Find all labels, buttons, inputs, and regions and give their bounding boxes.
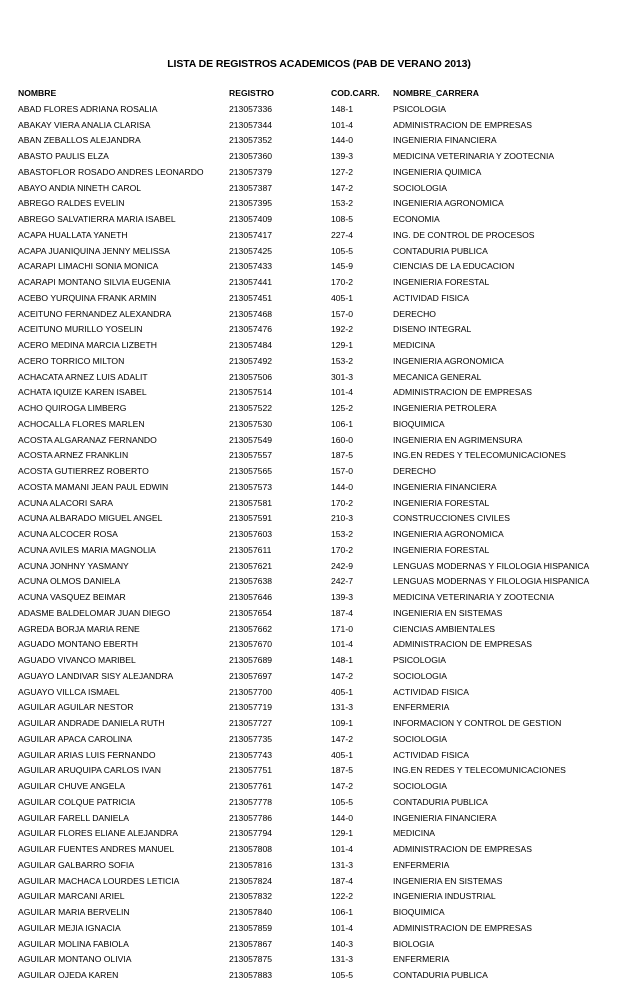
table-row	[18, 559, 598, 575]
cell-cod-carr: 405-1	[331, 686, 353, 697]
cell-nombre: AGUILAR OJEDA KAREN	[18, 970, 119, 980]
cell-registro: 213057360	[229, 151, 273, 161]
cell-nombre-carrera: SOCIOLOGIA	[393, 781, 447, 791]
cell-nombre-carrera: INGENIERIA AGRONOMICA	[393, 198, 504, 209]
cell-nombre-carrera: INGENIERIA FINANCIERA	[393, 135, 497, 146]
table-row	[18, 448, 598, 464]
cell-registro: 213057573	[229, 481, 273, 492]
table-row	[18, 354, 598, 370]
cell-registro: 213057816	[229, 859, 273, 870]
cell-registro: 213057352	[229, 135, 273, 146]
cell-cod-carr: 145-9	[331, 261, 353, 272]
cell-nombre: ACARAPI MONTANO SILVIA EUGENIA	[18, 277, 171, 287]
cell-cod-carr: 153-2	[331, 198, 353, 209]
column-header-cod-carr: COD.CARR.	[331, 88, 380, 98]
cell-nombre: ACUNA AVILES MARIA MAGNOLIA	[18, 544, 156, 555]
table-row	[18, 937, 598, 953]
cell-registro: 213057549	[229, 434, 273, 445]
cell-nombre-carrera: SOCIOLOGIA	[393, 670, 447, 681]
cell-nombre-carrera: ING. DE CONTROL DE PROCESOS	[393, 229, 535, 240]
table-row	[18, 433, 598, 449]
cell-nombre: AGUILAR FLORES ELIANE ALEJANDRA	[18, 828, 178, 839]
table-row	[18, 669, 598, 685]
records-table	[18, 86, 598, 984]
table-row	[18, 149, 598, 165]
cell-registro: 213057514	[229, 387, 273, 398]
cell-nombre-carrera: ING.EN REDES Y TELECOMUNICACIONES	[393, 765, 566, 776]
table-row	[18, 480, 598, 496]
cell-registro: 213057379	[229, 166, 273, 177]
cell-nombre-carrera: INGENIERIA AGRONOMICA	[393, 355, 504, 366]
table-row	[18, 732, 598, 748]
cell-nombre-carrera: MEDICINA	[393, 340, 436, 350]
cell-cod-carr: 105-5	[331, 970, 353, 980]
cell-cod-carr: 148-1	[331, 103, 353, 114]
table-row	[18, 102, 598, 118]
table-row	[18, 496, 598, 512]
cell-nombre-carrera: INGENIERIA AGRONOMICA	[393, 529, 504, 539]
table-row	[18, 858, 598, 874]
cell-cod-carr: 170-2	[331, 544, 353, 555]
table-row	[18, 905, 598, 921]
cell-nombre: ACOSTA ARNEZ FRANKLIN	[18, 450, 129, 461]
cell-registro: 213057840	[229, 907, 273, 917]
table-row	[18, 543, 598, 559]
cell-cod-carr: 105-5	[331, 796, 353, 807]
cell-nombre: ACUNA VASQUEZ BEIMAR	[18, 592, 126, 602]
table-row	[18, 874, 598, 890]
cell-nombre: AGUILAR COLQUE PATRICIA	[18, 796, 136, 807]
cell-nombre: ACUNA ALCOCER ROSA	[18, 529, 118, 539]
table-row	[18, 181, 598, 197]
table-row	[18, 921, 598, 937]
cell-nombre: AGUILAR CHUVE ANGELA	[18, 781, 125, 791]
cell-cod-carr: 157-0	[331, 466, 353, 476]
cell-cod-carr: 125-2	[331, 403, 353, 413]
cell-cod-carr: 105-5	[331, 245, 353, 256]
cell-nombre-carrera: ECONOMIA	[393, 214, 440, 224]
cell-nombre-carrera: MEDICINA VETERINARIA Y ZOOTECNIA	[393, 151, 555, 161]
cell-registro: 213057786	[229, 812, 273, 823]
cell-nombre-carrera: INGENIERIA FORESTAL	[393, 277, 490, 287]
cell-nombre-carrera: ENFERMERIA	[393, 954, 450, 965]
cell-nombre: ABREGO SALVATIERRA MARIA ISABEL	[18, 214, 176, 224]
cell-cod-carr: 129-1	[331, 340, 353, 350]
cell-nombre: AGUILAR MONTANO OLIVIA	[18, 954, 132, 965]
cell-nombre: AGUILAR ANDRADE DANIELA RUTH	[18, 718, 165, 728]
cell-cod-carr: 171-0	[331, 623, 353, 634]
cell-nombre-carrera: MEDICINA	[393, 828, 436, 839]
cell-registro: 213057476	[229, 324, 273, 335]
cell-registro: 213057557	[229, 450, 273, 461]
cell-nombre-carrera: ENFERMERIA	[393, 859, 450, 870]
cell-cod-carr: 144-0	[331, 135, 353, 146]
cell-registro: 213057621	[229, 560, 273, 571]
column-header-nombre: NOMBRE	[18, 88, 57, 98]
cell-cod-carr: 131-3	[331, 702, 353, 713]
cell-nombre-carrera: ING.EN REDES Y TELECOMUNICACIONES	[393, 450, 566, 461]
table-row	[18, 968, 598, 984]
cell-registro: 213057832	[229, 891, 273, 902]
cell-cod-carr: 405-1	[331, 749, 353, 760]
cell-nombre-carrera: INGENIERIA EN AGRIMENSURA	[393, 434, 523, 445]
table-row	[18, 748, 598, 764]
cell-nombre-carrera: SOCIOLOGIA	[393, 182, 447, 193]
cell-nombre-carrera: CIENCIAS DE LA EDUCACION	[393, 261, 515, 272]
cell-nombre-carrera: INGENIERIA QUIMICA	[393, 166, 482, 177]
table-row	[18, 338, 598, 354]
table-row	[18, 118, 598, 134]
cell-registro: 213057530	[229, 418, 273, 429]
cell-registro: 213057344	[229, 119, 273, 130]
cell-cod-carr: 147-2	[331, 670, 353, 681]
table-row	[18, 637, 598, 653]
table-row	[18, 322, 598, 338]
cell-cod-carr: 147-2	[331, 182, 353, 193]
table-row	[18, 370, 598, 386]
cell-cod-carr: 127-2	[331, 166, 353, 177]
cell-cod-carr: 140-3	[331, 938, 353, 949]
table-row	[18, 574, 598, 590]
cell-nombre: AGUILAR MACHACA LOURDES LETICIA	[18, 875, 180, 886]
cell-nombre: ABAYO ANDIA NINETH CAROL	[18, 182, 142, 193]
cell-registro: 213057697	[229, 670, 273, 681]
table-row	[18, 275, 598, 291]
cell-nombre: AGUILAR FUENTES ANDRES MANUEL	[18, 844, 175, 854]
cell-nombre: ACOSTA ALGARANAZ FERNANDO	[18, 434, 157, 445]
cell-cod-carr: 192-2	[331, 324, 353, 335]
cell-nombre-carrera: BIOQUIMICA	[393, 907, 445, 917]
cell-cod-carr: 139-3	[331, 592, 353, 602]
cell-registro: 213057492	[229, 355, 273, 366]
cell-nombre-carrera: CONTADURIA PUBLICA	[393, 245, 488, 256]
cell-nombre: ACUNA OLMOS DANIELA	[18, 576, 121, 587]
cell-nombre-carrera: CIENCIAS AMBIENTALES	[393, 623, 496, 634]
cell-nombre: AGUILAR FARELL DANIELA	[18, 812, 129, 823]
cell-nombre-carrera: INGENIERIA FORESTAL	[393, 544, 490, 555]
cell-cod-carr: 144-0	[331, 481, 353, 492]
cell-nombre-carrera: ADMINISTRACION DE EMPRESAS	[393, 639, 532, 650]
table-row	[18, 527, 598, 543]
cell-cod-carr: 108-5	[331, 214, 353, 224]
cell-registro: 213057425	[229, 245, 273, 256]
cell-nombre: ACHACATA ARNEZ LUIS ADALIT	[18, 371, 148, 382]
cell-registro: 213057581	[229, 497, 273, 508]
cell-nombre: AGUAYO VILLCA ISMAEL	[18, 686, 120, 697]
cell-registro: 213057735	[229, 733, 273, 744]
cell-cod-carr: 122-2	[331, 891, 353, 902]
cell-nombre-carrera: SOCIOLOGIA	[393, 733, 447, 744]
cell-nombre-carrera: ADMINISTRACION DE EMPRESAS	[393, 844, 532, 854]
table-row	[18, 417, 598, 433]
cell-registro: 213057591	[229, 513, 273, 524]
cell-nombre: ADASME BALDELOMAR JUAN DIEGO	[18, 607, 171, 618]
table-row	[18, 842, 598, 858]
cell-nombre-carrera: BIOLOGIA	[393, 938, 435, 949]
cell-nombre-carrera: CONTADURIA PUBLICA	[393, 970, 488, 980]
cell-registro: 213057441	[229, 277, 273, 287]
cell-nombre-carrera: INGENIERIA FINANCIERA	[393, 812, 497, 823]
table-row	[18, 385, 598, 401]
cell-cod-carr: 301-3	[331, 371, 353, 382]
cell-registro: 213057743	[229, 749, 273, 760]
cell-registro: 213057395	[229, 198, 273, 209]
cell-cod-carr: 187-5	[331, 765, 353, 776]
cell-registro: 213057336	[229, 103, 273, 114]
table-row	[18, 952, 598, 968]
cell-nombre: ACERO MEDINA MARCIA LIZBETH	[18, 340, 157, 350]
cell-nombre: ACHO QUIROGA LIMBERG	[18, 403, 127, 413]
cell-nombre-carrera: ADMINISTRACION DE EMPRESAS	[393, 387, 532, 398]
cell-nombre: ACUNA JONHNY YASMANY	[18, 560, 129, 571]
table-row	[18, 653, 598, 669]
cell-registro: 213057468	[229, 308, 273, 319]
table-row	[18, 212, 598, 228]
cell-nombre: ABAKAY VIERA ANALIA CLARISA	[18, 119, 151, 130]
cell-nombre: ACHATA IQUIZE KAREN ISABEL	[18, 387, 147, 398]
cell-registro: 213057670	[229, 639, 273, 650]
table-row	[18, 795, 598, 811]
cell-nombre: ACEITUNO MURILLO YOSELIN	[18, 324, 143, 335]
cell-cod-carr: 210-3	[331, 513, 353, 524]
cell-registro: 213057859	[229, 922, 273, 933]
cell-registro: 213057417	[229, 229, 273, 240]
cell-registro: 213057654	[229, 607, 273, 618]
cell-registro: 213057808	[229, 844, 273, 854]
cell-registro: 213057719	[229, 702, 273, 713]
cell-nombre: ABASTO PAULIS ELZA	[18, 151, 109, 161]
cell-nombre: ACOSTA GUTIERREZ ROBERTO	[18, 466, 149, 476]
cell-cod-carr: 160-0	[331, 434, 353, 445]
cell-cod-carr: 101-4	[331, 922, 353, 933]
cell-cod-carr: 405-1	[331, 292, 353, 303]
cell-nombre-carrera: CONSTRUCCIONES CIVILES	[393, 513, 510, 524]
cell-cod-carr: 242-9	[331, 560, 353, 571]
table-row	[18, 196, 598, 212]
cell-registro: 213057700	[229, 686, 273, 697]
cell-registro: 213057565	[229, 466, 273, 476]
cell-cod-carr: 101-4	[331, 844, 353, 854]
column-header-nombre-carrera: NOMBRE_CARRERA	[393, 88, 479, 98]
cell-nombre-carrera: ACTIVIDAD FISICA	[393, 749, 469, 760]
cell-nombre-carrera: LENGUAS MODERNAS Y FILOLOGIA HISPANICA	[393, 576, 590, 587]
cell-nombre-carrera: PSICOLOGIA	[393, 103, 447, 114]
cell-nombre-carrera: BIOQUIMICA	[393, 418, 445, 429]
table-row	[18, 228, 598, 244]
cell-registro: 213057451	[229, 292, 273, 303]
cell-nombre: AGUILAR APACA CAROLINA	[18, 733, 132, 744]
cell-registro: 213057794	[229, 828, 273, 839]
cell-cod-carr: 131-3	[331, 954, 353, 965]
cell-nombre: AGUILAR MOLINA FABIOLA	[18, 938, 129, 949]
cell-registro: 213057875	[229, 954, 273, 965]
table-header-row	[18, 86, 598, 102]
cell-cod-carr: 170-2	[331, 277, 353, 287]
cell-nombre-carrera: LENGUAS MODERNAS Y FILOLOGIA HISPANICA	[393, 560, 590, 571]
cell-cod-carr: 147-2	[331, 733, 353, 744]
cell-nombre-carrera: DERECHO	[393, 466, 436, 476]
cell-nombre-carrera: PSICOLOGIA	[393, 655, 447, 665]
cell-registro: 213057484	[229, 340, 273, 350]
table-row	[18, 700, 598, 716]
table-row	[18, 716, 598, 732]
cell-nombre-carrera: ADMINISTRACION DE EMPRESAS	[393, 119, 532, 130]
cell-nombre: AGUADO VIVANCO MARIBEL	[18, 655, 136, 665]
cell-nombre-carrera: CONTADURIA PUBLICA	[393, 796, 488, 807]
cell-registro: 213057433	[229, 261, 273, 272]
cell-nombre: ACARAPI LIMACHI SONIA MONICA	[18, 261, 159, 272]
cell-registro: 213057646	[229, 592, 273, 602]
document-title: LISTA DE REGISTROS ACADEMICOS (PAB DE VERANO 2013)	[167, 58, 471, 70]
cell-registro: 213057638	[229, 576, 273, 587]
table-row	[18, 464, 598, 480]
cell-registro: 213057409	[229, 214, 273, 224]
table-row	[18, 165, 598, 181]
cell-cod-carr: 153-2	[331, 355, 353, 366]
cell-nombre: ACAPA JUANIQUINA JENNY MELISSA	[18, 245, 171, 256]
cell-nombre-carrera: DERECHO	[393, 308, 436, 319]
cell-cod-carr: 148-1	[331, 655, 353, 665]
cell-nombre-carrera: INGENIERIA FINANCIERA	[393, 481, 497, 492]
cell-nombre: ACAPA HUALLATA YANETH	[18, 229, 128, 240]
cell-cod-carr: 170-2	[331, 497, 353, 508]
cell-nombre: ACUNA ALBARADO MIGUEL ANGEL	[18, 513, 163, 524]
cell-cod-carr: 153-2	[331, 529, 353, 539]
cell-registro: 213057662	[229, 623, 273, 634]
cell-nombre: AGUILAR ARIAS LUIS FERNANDO	[18, 749, 156, 760]
cell-nombre: ACEBO YURQUINA FRANK ARMIN	[18, 292, 157, 303]
cell-nombre: ABASTOFLOR ROSADO ANDRES LEONARDO	[18, 166, 204, 177]
cell-registro: 213057824	[229, 875, 273, 886]
cell-nombre: ABREGO RALDES EVELIN	[18, 198, 125, 209]
table-row	[18, 590, 598, 606]
cell-nombre-carrera: DISENO INTEGRAL	[393, 324, 472, 335]
cell-nombre: ABAN ZEBALLOS ALEJANDRA	[18, 135, 141, 146]
cell-registro: 213057603	[229, 529, 273, 539]
cell-cod-carr: 106-1	[331, 418, 353, 429]
cell-cod-carr: 106-1	[331, 907, 353, 917]
cell-nombre: AGUILAR MARIA BERVELIN	[18, 907, 130, 917]
cell-cod-carr: 144-0	[331, 812, 353, 823]
cell-nombre-carrera: ADMINISTRACION DE EMPRESAS	[393, 922, 532, 933]
cell-registro: 213057522	[229, 403, 273, 413]
cell-registro: 213057611	[229, 544, 272, 555]
cell-nombre-carrera: ACTIVIDAD FISICA	[393, 686, 469, 697]
cell-cod-carr: 187-5	[331, 450, 353, 461]
table-row	[18, 401, 598, 417]
cell-nombre: AGUADO MONTANO EBERTH	[18, 639, 139, 650]
cell-nombre: AGUILAR MEJIA IGNACIA	[18, 922, 121, 933]
table-row	[18, 511, 598, 527]
cell-cod-carr: 131-3	[331, 859, 353, 870]
cell-nombre: AGREDA BORJA MARIA RENE	[18, 623, 140, 634]
table-row	[18, 763, 598, 779]
cell-cod-carr: 242-7	[331, 576, 353, 587]
cell-nombre: AGUILAR AGUILAR NESTOR	[18, 702, 134, 713]
cell-cod-carr: 139-3	[331, 151, 353, 161]
cell-nombre: ABAD FLORES ADRIANA ROSALIA	[18, 103, 158, 114]
cell-nombre-carrera: ENFERMERIA	[393, 702, 450, 713]
cell-nombre: AGUAYO LANDIVAR SISY ALEJANDRA	[18, 670, 174, 681]
cell-nombre-carrera: INGENIERIA PETROLERA	[393, 403, 497, 413]
cell-cod-carr: 227-4	[331, 229, 353, 240]
cell-nombre: ACERO TORRICO MILTON	[18, 355, 125, 366]
cell-nombre: ACOSTA MAMANI JEAN PAUL EDWIN	[18, 481, 169, 492]
table-row	[18, 622, 598, 638]
table-row	[18, 811, 598, 827]
table-row	[18, 685, 598, 701]
cell-cod-carr: 129-1	[331, 828, 353, 839]
cell-nombre: AGUILAR ARUQUIPA CARLOS IVAN	[18, 765, 161, 776]
table-row	[18, 779, 598, 795]
cell-nombre-carrera: INGENIERIA EN SISTEMAS	[393, 607, 503, 618]
cell-cod-carr: 101-4	[331, 387, 353, 398]
cell-nombre-carrera: INGENIERIA FORESTAL	[393, 497, 490, 508]
cell-cod-carr: 147-2	[331, 781, 353, 791]
cell-registro: 213057506	[229, 371, 273, 382]
cell-nombre-carrera: INGENIERIA INDUSTRIAL	[393, 891, 496, 902]
cell-cod-carr: 101-4	[331, 119, 353, 130]
cell-registro: 213057727	[229, 718, 273, 728]
table-row	[18, 606, 598, 622]
cell-nombre: ACEITUNO FERNANDEZ ALEXANDRA	[18, 308, 172, 319]
cell-cod-carr: 187-4	[331, 875, 353, 886]
cell-nombre-carrera: MEDICINA VETERINARIA Y ZOOTECNIA	[393, 592, 555, 602]
table-row	[18, 307, 598, 323]
cell-nombre: AGUILAR MARCANI ARIEL	[18, 891, 125, 902]
cell-nombre: AGUILAR GALBARRO SOFIA	[18, 859, 135, 870]
cell-nombre-carrera: INFORMACION Y CONTROL DE GESTION	[393, 718, 562, 728]
cell-nombre-carrera: INGENIERIA EN SISTEMAS	[393, 875, 503, 886]
cell-registro: 213057867	[229, 938, 273, 949]
cell-registro: 213057778	[229, 796, 273, 807]
cell-nombre: ACHOCALLA FLORES MARLEN	[18, 418, 145, 429]
cell-registro: 213057751	[229, 765, 273, 776]
cell-registro: 213057387	[229, 182, 273, 193]
cell-registro: 213057689	[229, 655, 273, 665]
cell-cod-carr: 109-1	[331, 718, 353, 728]
table-row	[18, 244, 598, 260]
cell-cod-carr: 157-0	[331, 308, 353, 319]
table-body	[18, 102, 598, 984]
cell-nombre-carrera: MECANICA GENERAL	[393, 371, 482, 382]
cell-registro: 213057883	[229, 970, 273, 980]
table-row	[18, 291, 598, 307]
table-row	[18, 133, 598, 149]
table-row	[18, 826, 598, 842]
cell-nombre-carrera: ACTIVIDAD FISICA	[393, 292, 469, 303]
cell-cod-carr: 187-4	[331, 607, 353, 618]
column-header-registro: REGISTRO	[229, 88, 274, 98]
cell-nombre: ACUNA ALACORI SARA	[18, 497, 114, 508]
cell-registro: 213057761	[229, 781, 273, 791]
cell-cod-carr: 101-4	[331, 639, 353, 650]
table-row	[18, 259, 598, 275]
